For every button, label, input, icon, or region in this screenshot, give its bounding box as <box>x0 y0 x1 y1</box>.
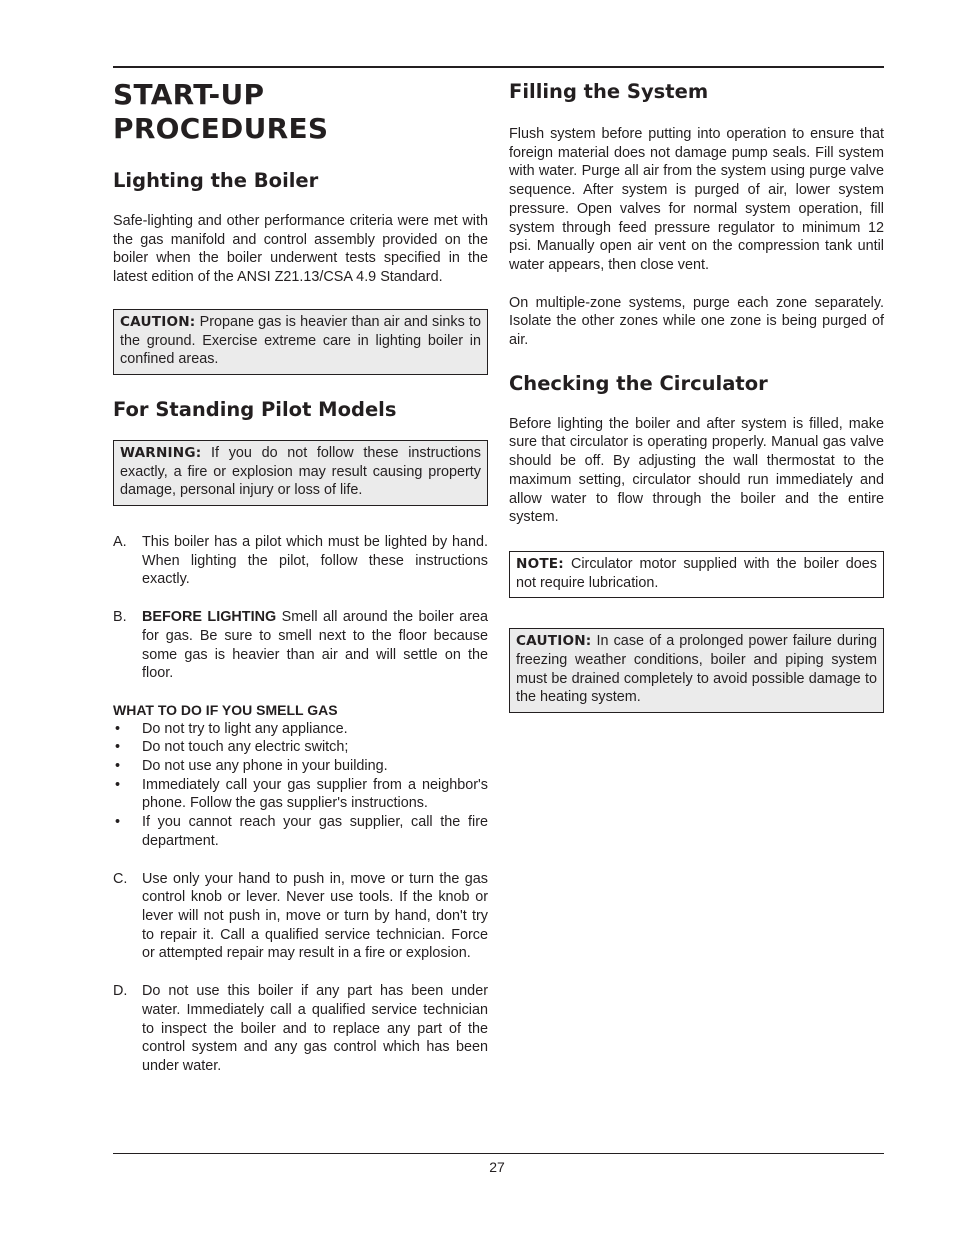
circulator-paragraph: Before lighting the boiler and after system is filled, make sure that circulator is operating properly. Manual gas valve should be off. By adjusting the wall thermostat to the maximum setting, circulator should run immediately and allow water to flow through the boiler and the entire system. <box>509 415 884 526</box>
list-item: • Do not use any phone in your building. <box>115 758 388 775</box>
page-number: 27 <box>489 1159 505 1175</box>
list-item: • Do not try to light any appliance. <box>115 720 348 737</box>
left-column <box>113 78 488 1076</box>
step-b-text: Smell all around the boiler area for gas. Be sure to smell next to the floor because some gas is heavier than air and will settle on the floor. <box>142 609 488 682</box>
step-b <box>113 608 488 683</box>
caution-text: Propane gas is heavier than air and sinks to the ground. Exercise extreme care in lighting boiler in confined areas. <box>120 313 481 368</box>
lubrication-note-box <box>509 551 884 598</box>
page-title <box>113 78 488 146</box>
smell-gas-list <box>113 720 488 851</box>
filling-paragraph-2: On multiple-zone systems, purge each zone separately. Isolate the other zones while one zone is being purged of air. <box>509 294 884 349</box>
step-b-label: B. <box>113 609 127 626</box>
step-c <box>113 870 488 964</box>
list-item: • If you cannot reach your gas supplier, call the fire department. <box>115 814 488 849</box>
step-c-text: Use only your hand to push in, move or turn the gas control knob or lever. Never use tools. If the knob or lever will not push in, move or turn by hand, don't try to repair it. Call a qualified service technician. Force or attempted repair may result in a fire or explosion. <box>142 870 488 962</box>
step-a <box>113 533 488 589</box>
right-column <box>509 78 884 713</box>
step-d-label: D. <box>113 983 128 1000</box>
caution-text: In case of a prolonged power failure during freezing weather conditions, boiler and piping system must be drained completely to avoid possible damage to the heating system. <box>516 633 877 706</box>
warning-label: WARNING: <box>120 444 202 461</box>
page-title-line-2: PROCEDURES <box>113 112 329 145</box>
step-c-label: C. <box>113 870 128 887</box>
bottom-rule <box>113 1153 884 1154</box>
circulator-heading: Checking the Circulator <box>509 371 768 395</box>
list-item: • Immediately call your gas supplier from a neighbor's phone. Follow the gas supplier's instructions. <box>115 776 488 812</box>
step-d-text: Do not use this boiler if any part has been under water. Immediately call a qualified service technician to inspect the boiler and to replace any part of the control system and any gas control which has been under water. <box>142 983 488 1074</box>
step-b-text-wrap <box>142 608 488 683</box>
page-title-line-1: START-UP <box>113 78 265 111</box>
filling-paragraph-1: Flush system before putting into operation to ensure that foreign material does not damage pump seals. Fill system with water. Purge all air from the system using purge valve sequence. After system is purged of air, lower system pressure. Open valves for normal system operation, fill system through feed pressure regulator to minimum 12 psi. Manually open air vent on the compression tank until water appears, then close vent. <box>509 126 884 273</box>
lighting-heading: Lighting the Boiler <box>113 169 319 192</box>
warning-text: If you do not follow these instructions exactly, a fire or explosion may result causing property damage, personal injury or loss of life. <box>120 444 481 499</box>
note-label: NOTE: <box>516 555 564 572</box>
fire-warning-box <box>113 440 488 506</box>
step-b-bold: BEFORE LIGHTING <box>142 609 277 626</box>
list-item: • Do not touch any electric switch; <box>115 739 349 756</box>
note-text: Circulator motor supplied with the boiler does not require lubrication. <box>516 555 877 591</box>
lighting-paragraph: Safe-lighting and other performance criteria were met with the gas manifold and control assembly provided on the boiler when the boiler underwent tests specified in the latest edition of the ANSI Z21.13/CSA 4.9 Standard. <box>113 213 488 286</box>
caution-label: CAUTION: <box>120 313 196 330</box>
caution-label: CAUTION: <box>516 633 592 650</box>
step-a-text: This boiler has a pilot which must be lighted by hand. When lighting the pilot, follow these instructions exactly. <box>142 534 488 588</box>
propane-caution-box <box>113 309 488 375</box>
step-d <box>113 982 488 1076</box>
pilot-heading: For Standing Pilot Models <box>113 397 397 421</box>
filling-heading: Filling the System <box>509 80 709 103</box>
top-rule <box>113 66 884 68</box>
power-failure-caution-box <box>509 628 884 713</box>
smell-gas-heading: WHAT TO DO IF YOU SMELL GAS <box>113 701 338 718</box>
step-a-label: A. <box>113 534 127 551</box>
